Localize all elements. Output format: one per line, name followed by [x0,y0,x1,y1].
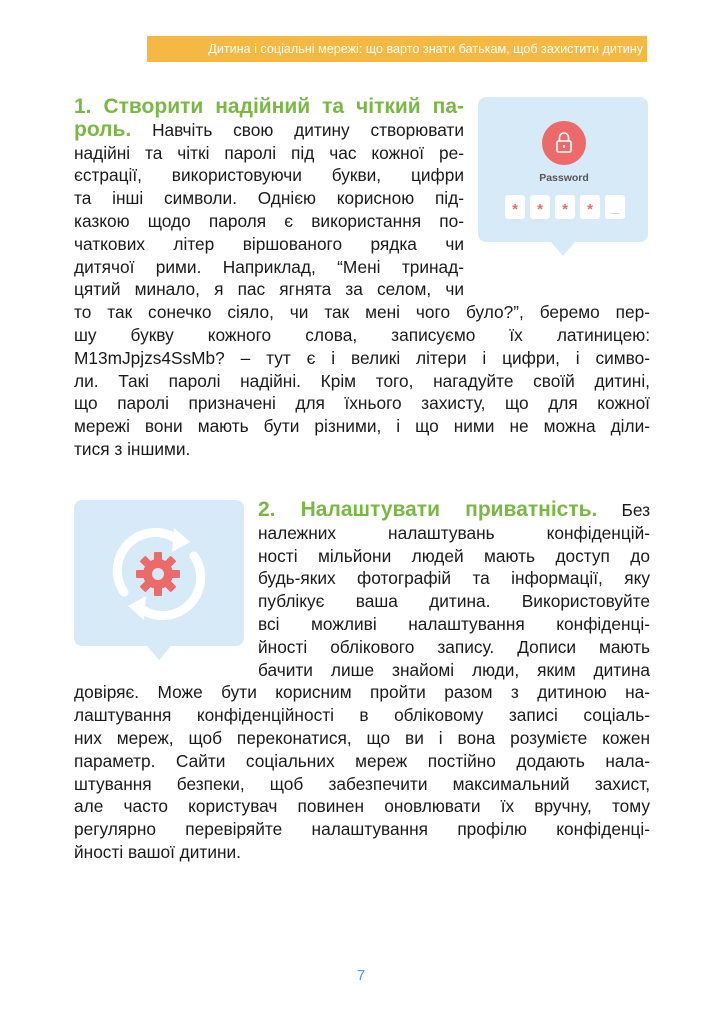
lock-icon-bg [542,121,586,165]
password-illustration [478,97,648,242]
running-header [147,36,647,62]
section2-heading: 2. Налаштувати приватність. [258,499,598,521]
section1-line-7: цятий минало, я пас ягнята за селом, чи [74,279,464,300]
password-char-4: _ [610,199,620,216]
password-char-3: * [587,201,593,218]
section2-line-11: штування безпеки, щоб забезпечити максимальний захист, [74,773,650,794]
section1-line-5: чаткових літер віршованого рядка чи [74,233,464,254]
section1-line-2: єстрації, використовуючи букви, цифри [74,165,464,186]
section2-line-0: належних налаштувань конфіденцій- [258,522,650,543]
password-illustration-svg [478,97,648,242]
section1-line-4: казкою щодо пароля є використання по- [74,210,464,231]
section2-line-2: будь-яких фотографій та інформації, яку [258,568,650,589]
section1-heading-line1: 1. Створити надійний та чіткий па- [74,96,464,118]
section2-heading-line: 2. Налаштувати приватність. Без [258,499,650,521]
page-number: 7 [356,967,366,984]
speech-bubble-tail [551,242,575,256]
section2-line-4: всі можливі налаштування конфіденці- [258,613,650,634]
password-char-1: * [537,201,543,218]
section1-line-10: M13mJpjzs4SsMb? – тут є і великі літери і цифри, і симво- [74,347,650,368]
password-char-0: * [512,201,518,218]
section2-line-8: лаштування конфіденційності в обліковому записі соціаль- [74,705,650,726]
section1-line-3: та інші символи. Однією корисною під- [74,188,464,209]
section2-line-10: параметр. Сайти соціальних мереж постійно додають нала- [74,750,650,771]
section1-line-12: що паролі призначені для їхнього захисту, що для кожної [74,393,650,414]
password-label: Password [539,172,589,184]
running-header-title: Дитина і соціальні мережі: що варто знати батькам, щоб захистити дитину [208,42,643,56]
password-char-2: * [562,201,568,218]
section1-line-1: надійні та чіткі паролі під час кожної ре- [74,142,464,163]
section1-line-14: тися з іншими. [74,438,191,459]
section2-line-13: регулярно перевіряйте налаштування профілю конфіденці- [74,819,650,840]
section1-line-9: шу букву кожного слова, записуємо їх латиницею: [74,324,650,345]
section2-line-3: публікує ваша дитина. Використовуйте [258,591,650,612]
section2-line-1: ності мільйони людей мають доступ до [258,545,650,566]
section2-line-12: але часто користувач повинен оновлювати їх вручну, тому [74,796,650,817]
section2-line-7: довіряє. Може бути корисним пройти разом з дитиною на- [74,682,650,703]
section2-line-14: йності вашої дитини. [74,841,241,862]
section2-line-5: йності облікового запису. Дописи мають [258,636,650,657]
section1-line-8: то так сонечко сіяло, чи так мені чого було?”, беремо пер- [74,302,650,323]
section2-line-9: них мереж, щоб переконатися, що ви і вона розумієте кожен [74,727,650,748]
section-privacy [74,499,650,864]
section1-line-0: роль. Навчіть свою дитину створювати [74,118,464,141]
section1-heading-line2: роль. [74,118,132,141]
section1-line-13: мережі вони мають бути різними, і що ними не можна діли- [74,416,650,437]
section2-line-6: бачити лише знайомі люди, яким дитина [258,659,650,680]
section1-line-6: дитячої рими. Наприклад, “Мені тринад- [74,256,464,277]
section1-line-11: ли. Такі паролі надійні. Крім того, нагадуйте своїй дитині, [74,370,650,391]
